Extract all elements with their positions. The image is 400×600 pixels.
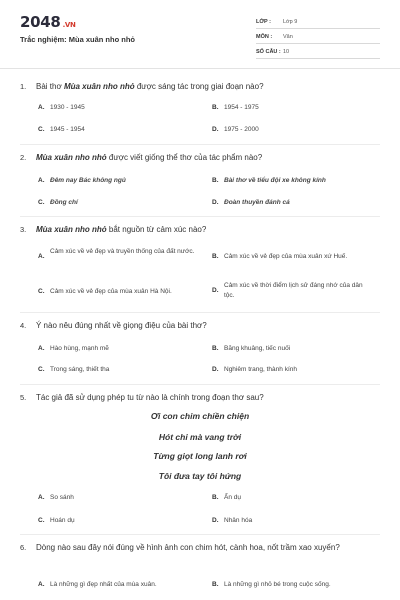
option-letter: D. [212,126,219,133]
option-text: Băng khuâng, tiếc nuối [224,345,291,352]
option-letter: B. [212,104,219,111]
option-text: Cảm xúc về vẻ đẹp và truyền thống của đất nước. [50,248,195,255]
option-letter: C. [38,366,45,373]
option-letter: B. [212,494,219,501]
option-letter: C. [38,126,45,133]
meta-key: MÔN : [256,34,273,40]
question-divider [20,384,380,385]
option-text: So sánh [50,494,74,501]
meta-value: 10 [283,49,290,55]
option-letter: B. [212,253,219,260]
option-letter: D. [212,287,219,294]
question-number: 6. [20,543,27,552]
option-letter: D. [212,366,219,373]
question-text-emph: Mùa xuân nho nhỏ [63,82,135,91]
option-text: 1975 - 2000 [224,126,259,133]
question-text [36,223,376,236]
option-letter: C. [38,199,45,206]
question-text-pre: Bài thơ [36,82,64,91]
option-letter: A. [38,104,45,111]
option-text: Cảm xúc về vẻ đẹp của mùa xuân xứ Huế. [224,253,348,260]
question-number: 5. [20,393,27,402]
question-number: 4. [20,321,27,330]
poem-line: Hót chi mà vang trời [158,432,242,442]
question-text-pre: Tác giả đã sử dụng phép tu từ nào là chính trong đoạn thơ sau? [36,393,264,402]
poem-line: Ơi con chim chiền chiện [150,411,250,421]
meta-key: LỚP : [256,19,271,25]
option-text: Ẩn dụ [224,494,241,501]
question-text-emph: Mùa xuân nho nhỏ [36,153,107,162]
logo-main: 2048 [20,13,61,31]
question-divider [20,216,380,217]
option-text: Nhân hóa [224,517,253,524]
meta-value: Văn [283,34,293,40]
option-letter: D. [212,517,219,524]
poem-line: Từng giọt long lanh rơi [153,451,247,461]
header [0,0,400,68]
option-text: Hoán dụ [50,517,75,524]
question-text [36,80,376,93]
option-letter: A. [38,253,45,260]
meta-count [256,45,380,59]
quiz-title: Trắc nghiệm: Mùa xuân nho nhỏ [20,35,136,44]
question-divider [20,312,380,313]
question-text [36,151,376,164]
question-number: 2. [20,153,27,162]
question-divider [20,534,380,535]
option-text: 1930 - 1945 [50,104,85,111]
question-divider [20,144,380,145]
question-text-post: được viết giống thể thơ của tác phẩm nào? [106,153,263,162]
question-text [36,541,366,554]
question-text [36,319,376,332]
option-letter: C. [38,517,45,524]
option-text: Là những gì nhỏ bé trong cuộc sống. [224,581,331,588]
header-divider [0,68,400,69]
option-text: Cảm xúc về vẻ đẹp của mùa xuân Hà Nội. [50,288,172,295]
option-text: 1954 - 1975 [224,104,259,111]
option-letter: A. [38,345,45,352]
option-letter: A. [38,177,45,184]
option-text: Đồng chí [50,199,78,206]
question-text-pre: Dòng nào sau đây nói đúng về hình ảnh con chim hót, cành hoa, nốt trầm xao xuyến? [36,543,340,552]
option-text: Cảm xúc về thời điểm lịch sử đáng nhớ của dân tộc. [224,282,363,299]
option-text: 1945 - 1954 [50,126,85,133]
question-number: 1. [20,82,27,91]
option-text: Là những gì đẹp nhất của mùa xuân. [50,581,157,588]
option-letter: B. [212,345,219,352]
question-text-post: được sáng tác trong giai đoạn nào? [134,82,264,91]
logo-sub: .VN [62,21,76,29]
option-text: Hào hùng, mạnh mẽ [50,345,109,352]
option-text: Bài thơ về tiểu đội xe không kính [224,177,326,184]
option-letter: A. [38,494,45,501]
question-text-post: bắt nguồn từ cảm xúc nào? [106,225,207,234]
meta-key: SỐ CÂU : [256,49,281,55]
option-letter: B. [212,177,219,184]
question-text-pre: Ý nào nêu đúng nhất về giọng điệu của bài thơ? [36,321,207,330]
poem-line: Tôi đưa tay tôi hứng [158,471,242,481]
option-text: Nghiêm trang, thành kính [224,366,297,373]
question-text-emph: Mùa xuân nho nhỏ [36,225,107,234]
option-text: Đoàn thuyền đánh cá [224,199,290,206]
option-letter: C. [38,288,45,295]
option-letter: B. [212,581,219,588]
option-letter: D. [212,199,219,206]
option-text: Trong sáng, thiết tha [50,366,110,373]
meta-value: Lớp 9 [283,19,298,25]
option-letter: A. [38,581,45,588]
site-logo[interactable] [20,13,76,31]
option-text: Đêm nay Bác không ngủ [50,177,126,184]
meta-subject [256,30,380,44]
question-text [36,391,376,404]
meta-grade [256,15,380,29]
question-number: 3. [20,225,27,234]
